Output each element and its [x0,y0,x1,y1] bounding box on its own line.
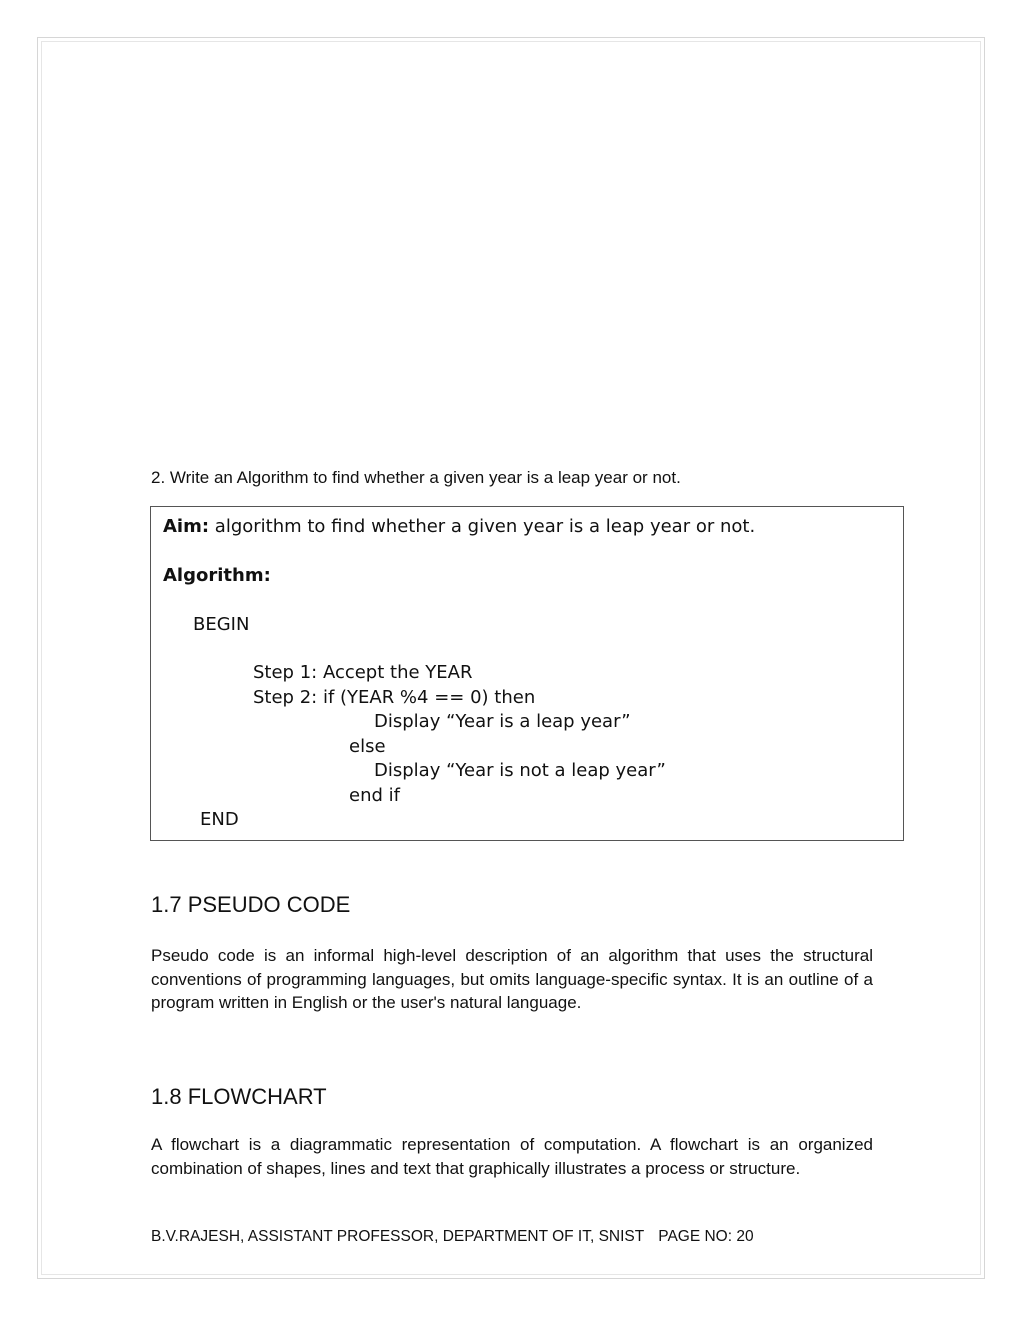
section-heading-flowchart: 1.8 FLOWCHART [151,1084,327,1109]
algo-line-else: else [349,736,386,757]
paragraph-pseudo-code: Pseudo code is an informal high-level description of an algorithm that uses the structural conventions of programming languages, but omits language-specific syntax. It is an outline of a program written in English or the user's natural language. [151,946,873,1012]
section-heading-pseudo-code: 1.7 PSEUDO CODE [151,892,351,917]
algorithm-label: Algorithm: [163,565,271,586]
algo-line-step1: Step 1: Accept the YEAR [253,662,473,683]
page-footer [151,1228,754,1246]
aim-label: Aim: [163,516,210,537]
algo-line-step2: Step 2: if (YEAR %4 == 0) then [253,687,536,708]
algo-line-end: END [200,809,239,830]
aim-line [163,516,755,537]
question-text: 2. Write an Algorithm to find whether a given year is a leap year or not. [151,468,681,487]
algo-line-display-not-leap: Display “Year is not a leap year” [374,760,666,781]
algo-line-begin: BEGIN [193,614,250,635]
algo-line-display-leap: Display “Year is a leap year” [374,711,631,732]
footer-page-number: PAGE NO: 20 [658,1228,754,1245]
footer-author: B.V.RAJESH, ASSISTANT PROFESSOR, DEPARTMENT OF IT, SNIST [151,1228,645,1245]
aim-text: algorithm to find whether a given year is a leap year or not. [209,516,756,537]
paragraph-flowchart: A flowchart is a diagrammatic representation of computation. A flowchart is an organized combination of shapes, lines and text that graphically illustrates a process or structure. [151,1135,873,1178]
algo-line-end-if: end if [349,785,400,806]
algorithm-box [150,506,904,841]
